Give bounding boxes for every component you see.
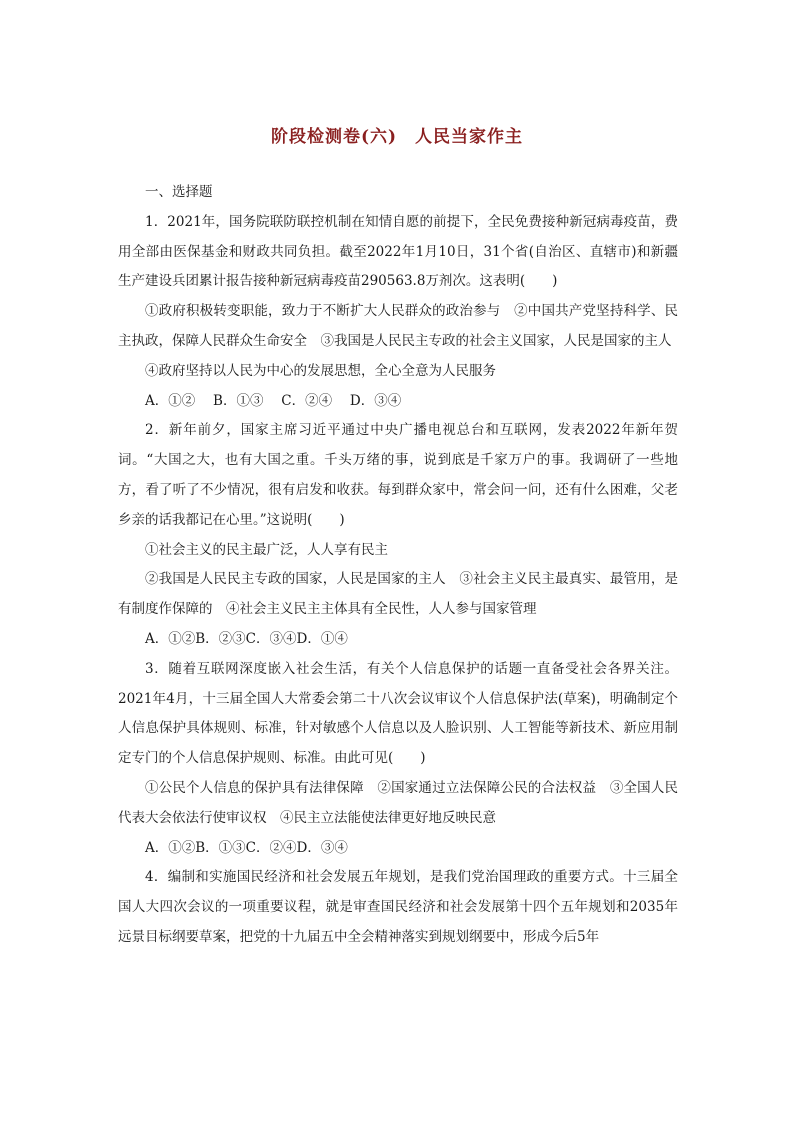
document-body [118,178,678,953]
question-2-stem: 2．新年前夕，国家主席习近平通过中央广播电视总台和互联网，发表2022年新年贺词。“大国之大，也有大国之重。千头万绪的事，说到底是千家万户的事。我调研了一些地方，看了听了不少情况，很有启发和收获。每到群众家中，常会问一问，还有什么困难，父老乡亲的话我都记在心里。”这说明( ) [118,422,678,528]
question-3-item-a: ①公民个人信息的保护具有法律保障 ②国家通过立法保障公民的合法权益 ③全国人民代表大会依法行使审议权 ④民主立法能使法律更好地反映民意 [118,779,678,826]
question-1-options: A．①② B．①③ C．②④ D．③④ [145,392,402,409]
question-4-stem: 4．编制和实施国民经济和社会发展五年规划，是我们党治国理政的重要方式。十三届全国人大四次会议的一项重要议程，就是审查国民经济和社会发展第十四个五年规划和2035年远景目标纲要草案，把党的十九届五中全会精神落实到规划纲要中，形成今后5年 [118,869,678,945]
document-title: 阶段检测卷(六) 人民当家作主 [270,127,524,147]
question-3-options: A．①②B．①③C．②④D．③④ [145,839,348,856]
question-2-item-a: ①社会主义的民主最广泛，人人享有民主 [145,541,388,558]
question-1-item-b: ④政府坚持以人民为中心的发展思想，全心全意为人民服务 [145,362,496,379]
question-2-item-b: ②我国是人民民主专政的国家，人民是国家的主人 ③社会主义民主最真实、最管用，是有制度作保障的 ④社会主义民主主体具有全民性，人人参与国家管理 [118,571,678,618]
section-heading: 一、选择题 [145,184,213,200]
question-2-options: A．①②B．②③C．③④D．①④ [145,630,348,647]
question-3-stem: 3．随着互联网深度嵌入社会生活，有关个人信息保护的话题一直备受社会各界关注。2021年4月，十三届全国人大常委会第二十八次会议审议个人信息保护法(草案)，明确制定个人信息保护具体规则、标准，针对敏感个人信息以及人脸识别、人工智能等新技术、新应用制定专门的个人信息保护规则、标准。由此可见( ) [118,660,678,767]
question-1-item-a: ①政府积极转变职能，致力于不断扩大人民群众的政治参与 ②中国共产党坚持科学、民主执政，保障人民群众生命安全 ③我国是人民民主专政的社会主义国家，人民是国家的主人 [118,303,678,349]
question-1-stem: 1．2021年，国务院联防联控机制在知情自愿的前提下，全民免费接种新冠病毒疫苗，费用全部由医保基金和财政共同负担。截至2022年1月10日，31个省(自治区、直辖市)和新疆生产建设兵团累计报告接种新冠病毒疫苗290563.8万剂次。这表明( ) [118,213,678,290]
